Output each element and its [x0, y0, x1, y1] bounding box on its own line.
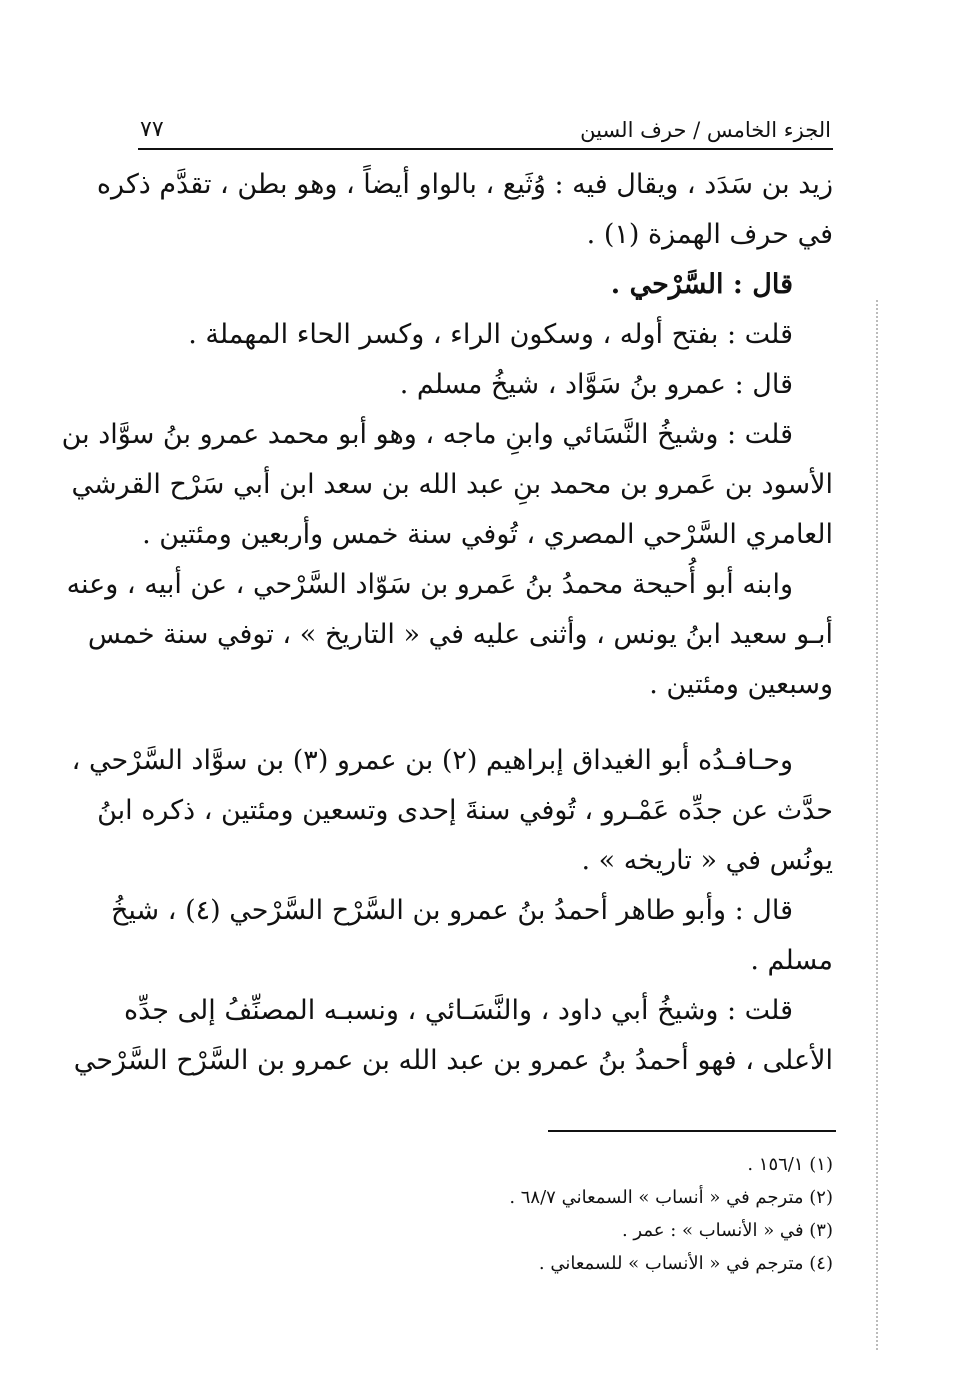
text-line: الأسود بن عَمرو بن محمد بنِ عبد الله بن سعد ابن أبي سَرْح القرشي — [71, 469, 833, 500]
text-line: زيد بن سَدَد ، ويقال فيه : وُثَيع ، بالواو أيضاً ، وهو بطن ، تقدَّم ذكره — [96, 169, 833, 200]
page-number: ٧٧ — [140, 117, 164, 142]
text-line: قال : وأبو طاهر أحمدُ بنُ عمرو بن السَّرْح السَّرْحي (٤) ، شيخُ — [110, 895, 793, 926]
text-line: الأعلى ، فهو أحمدُ بنُ عمرو بن عبد الله بن عمرو بن السَّرْح السَّرْحي — [73, 1045, 833, 1076]
text-line: وحـافـدُه أبو الغيداق إبراهيم (٢) بن عمرو (٣) بن سوَّاد السَّرْحي ، — [71, 745, 793, 776]
paragraph-gap — [138, 710, 833, 736]
text-line: حدَّث عن جدِّه عَمْـرو ، تُوفي سنةَ إحدى وتسعين ومئتين ، ذكره ابنُ — [97, 795, 833, 826]
footnote: (٣) في « الأنساب » : عمر . — [621, 1220, 833, 1241]
main-text — [61, 160, 833, 1086]
text-line: قلت : بفتح أوله ، وسكون الراء ، وكسر الحاء المهملة . — [188, 319, 793, 350]
text-line: وابنه أبو أُحيحة محمدُ بنُ عَمرو بن سَوّاد السَّرْحي ، عن أبيه ، وعنه — [66, 569, 793, 600]
text-line: يونُس في « تاريخه » . — [581, 845, 833, 876]
scan-edge-marks — [876, 300, 882, 1350]
header-rule — [138, 148, 833, 150]
text-line: أبـو سعيد ابنُ يونس ، وأثنى عليه في « التاريخ » ، توفي سنة خمس — [87, 619, 833, 650]
text-line: قال : عمرو بنُ سَوَّاد ، شيخُ مسلم . — [399, 369, 793, 400]
text-line: قلت : وشيخُ أبي داود ، والنَّسَـائي ، ونسبـه المصنِّفُ إلى جدِّه — [123, 995, 793, 1026]
page-header — [140, 98, 831, 142]
footnote: (٤) مترجم في « الأنساب » للسمعاني . — [538, 1253, 833, 1274]
footnotes — [138, 1148, 833, 1280]
text-line: قال : السَّرْحي . — [610, 269, 793, 300]
text-line: وسبعين ومئتين . — [649, 669, 833, 700]
running-title: الجزء الخامس / حرف السين — [580, 118, 831, 142]
text-line: العامري السَّرْحي المصري ، تُوفي سنة خمس وأربعين ومئتين . — [142, 519, 833, 550]
text-line: مسلم . — [750, 945, 833, 976]
text-line: في حرف الهمزة (١) . — [586, 219, 833, 250]
footnote-rule — [548, 1130, 836, 1132]
text-line: قلت : وشيخُ النَّسَائي وابنِ ماجه ، وهو أبو محمد عمرو بنُ سوَّاد بن — [61, 419, 793, 450]
footnote: (٢) مترجم في « أنساب » السمعاني ٦٨/٧ . — [509, 1187, 833, 1208]
footnote: (١) ١٥٦/١ . — [747, 1154, 833, 1175]
